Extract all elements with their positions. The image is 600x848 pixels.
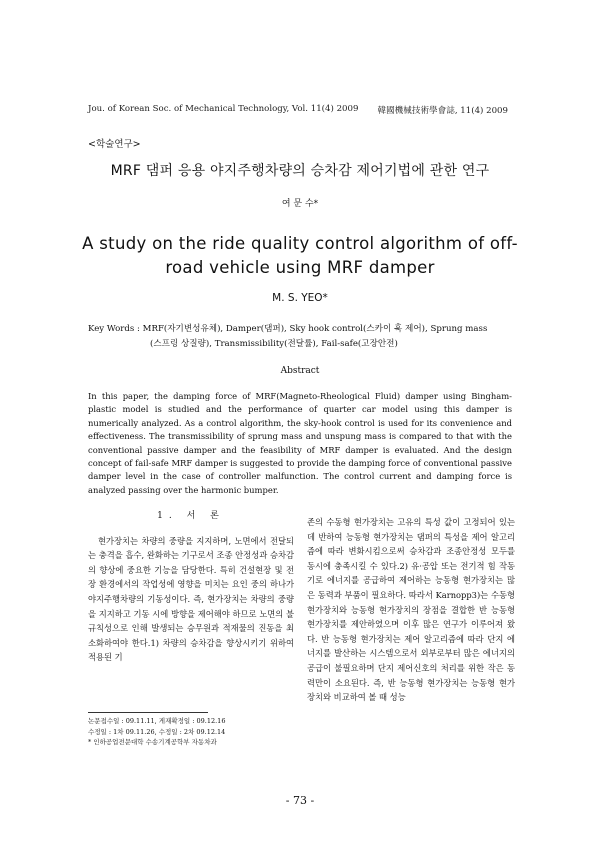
keywords-label: Key Words :: [88, 324, 140, 334]
intro-paragraph-right: 존의 수동형 현가장치는 고유의 특성 값이 고정되어 있는 데 반하여 능동형 현가장치는 댐퍼의 특성을 제어 알고리즘에 따라 변화시킴으로써 승차감과 조종안정성 모두를 동시에 충족시킬 수 있다.2) 유·공압 또는 전기적 힘 작동기로 에너지를 공급하여 제어하는 능동형 현가장치는 많은 동력과 부품이 필요하다. 따라서 Karnopp3)는 수동형 현가장치와 능동형 현가장치의 장점을 결합한 반 능동형 현가장치를 제안하였으며 이후 많은 연구가 이루어져 왔다. 반 능동형 현가장치는 제어 알고리즘에 따라 단지 에너지를 발산하는 시스템으로서 외부로부터 많은 에너지의 공급이 불필요하며 단지 제어신호의 처리를 위한 작은 동력만이 소요된다. 즉, 반 능동형 현가장치는 능동형 현가장치와 비교하여 볼 때 성능: [307, 517, 515, 703]
footnote-affiliation: * 인하공업전문대학 수송기계공학부 자동차과: [88, 738, 217, 746]
korean-title: MRF 댐퍼 응용 야지주행차량의 승차감 제어기법에 관한 연구: [110, 163, 490, 179]
keywords-line-2: (스프링 상질량), Transmissibility(전달률), Fail-safe(고장안전): [150, 339, 398, 349]
section-heading-introduction: 1. 서 론: [157, 511, 225, 521]
footnote-revised: 수정일 : 1차 09.11.26, 수정일 : 2차 09.12.14: [88, 727, 226, 736]
english-title: A study on the ride quality control algorithm of off-road vehicle using MRF damper: [82, 234, 518, 277]
abstract-heading: Abstract: [280, 366, 320, 376]
body-column-right: [307, 515, 515, 705]
keywords-block: [88, 322, 518, 352]
abstract-text: In this paper, the damping force of MRF(Magneto-Rheological Fluid) damper using Bingham-plastic model is studied and the performance of quarter car model using this damper is numerically analyzed. As a control algorithm, the sky-hook control is used for its convenience and effectiveness. The transmissibility of sprung mass and unspung mass is compared to that with the conventional passive damper and the feasibility of MRF damper is evaluated. And the design concept of fail-safe MRF damper is suggested to provide the damping force of conventional passive damper level in the case of controller malfunction. The control current and damping force is analyzed passing over the harmonic bumper.: [88, 391, 512, 495]
footnotes: [88, 716, 298, 748]
article-category: <학술연구>: [88, 139, 141, 150]
english-author: M. S. YEO*: [272, 292, 328, 304]
page-number: - 73 -: [285, 794, 315, 807]
intro-paragraph-left: 현가장치는 차량의 중량을 지지하며, 노면에서 전달되는 충격을 흡수, 완화하는 기구로서 조종 안정성과 승차감의 향상에 중요한 기능을 담당한다. 특히 건설현장 및 전장 환경에서의 작업성에 영향을 미치는 요인 중의 하나가 야지주행차량의 기동성이다. 즉, 현가장치는 차량의 중량을 지지하고 기동 시에 방향을 제어해야 하므로 노면의 불규칙성으로 인해 발생되는 승무원과 적재물의 진동을 최소화하여야 한다.1) 차량의 승차감을 향상시키기 위하여 적용된 기: [88, 535, 294, 663]
footnote-divider: [88, 712, 208, 713]
footnote-received: 논문접수일 : 09.11.11, 게재확정일 : 09.12.16: [88, 717, 226, 725]
journal-header-left: Jou. of Korean Soc. of Mechanical Technology, Vol. 11(4) 2009: [88, 104, 359, 114]
body-column-left: [88, 509, 294, 665]
journal-header-right: 韓國機械技術學會誌, 11(4) 2009: [377, 106, 508, 116]
korean-author: 여 문 수*: [281, 199, 319, 209]
keywords-line-1: MRF(자기변성유체), Damper(댐퍼), Sky hook control(스카이 훅 제어), Sprung mass: [142, 324, 488, 334]
